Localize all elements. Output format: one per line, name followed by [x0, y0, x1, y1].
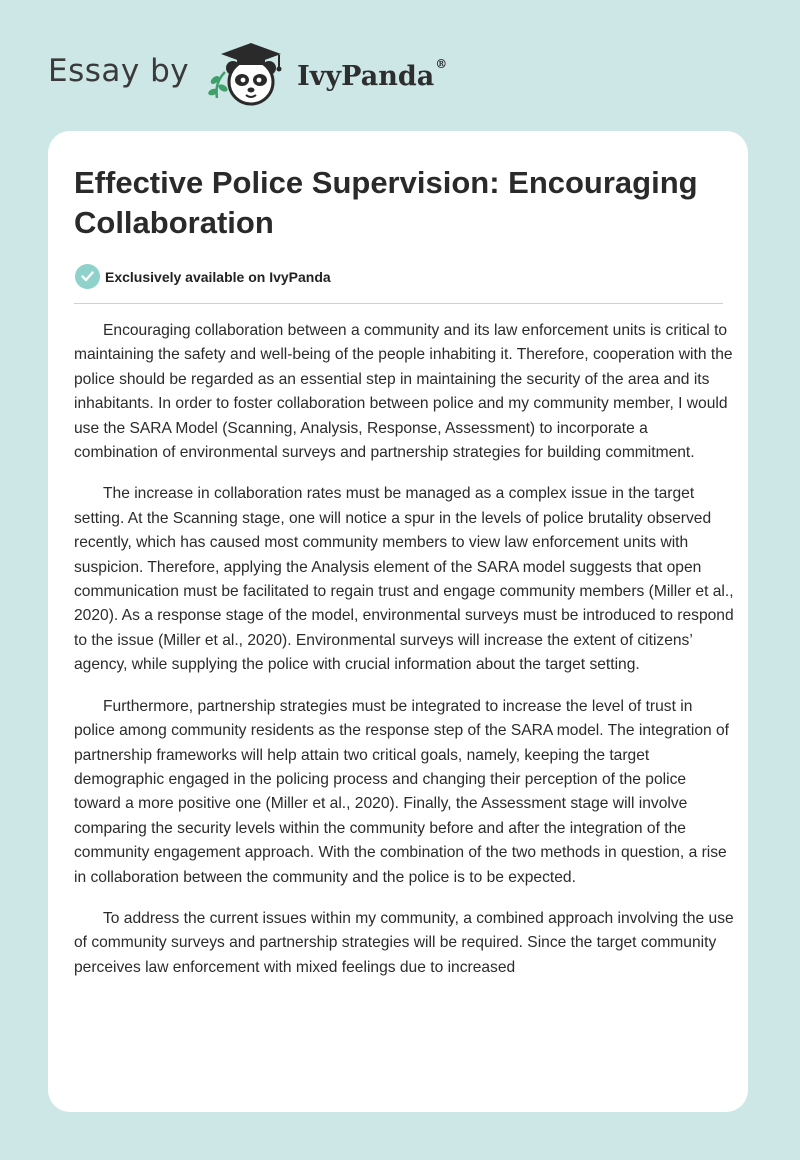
essay-body [74, 319, 734, 997]
panda-graduate-logo-icon[interactable] [203, 38, 293, 108]
exclusive-badge-label: Exclusively available on IvyPanda [105, 268, 331, 285]
paragraph: To address the current issues within my community, a combined approach involving the use of community surveys and partnership strategies will be required. Since the target community perceives law enforcement with mixed feelings due to increased [74, 909, 734, 976]
paragraph: Furthermore, partnership strategies must be integrated to increase the level of trust in police among community residents as the response step of the SARA model. The integration of partnership frameworks will help attain two critical goals, namely, keeping the target demographic engaged in the policing process and changing their perception of the police toward a more positive one (Miller et al., 2020). Finally, the Assessment stage will involve comparing the security levels within the community before and after the integration of the community engagement approach. With the combination of the two methods in question, a rise in collaboration between the community and the police is to be expected. [74, 697, 730, 886]
brand-name-text: IvyPanda [297, 60, 435, 92]
site-header [48, 38, 447, 108]
brand-name[interactable] [297, 56, 448, 92]
registered-mark: ® [435, 56, 448, 71]
essay-card [48, 131, 748, 1112]
paragraph: Encouraging collaboration between a community and its law enforcement units is critical to maintaining the safety and well-being of the people inhabiting it. Therefore, cooperation with the police should be regarded as an essential step in maintaining the security of the area and its inhabitants. In order to foster collaboration between police and my community member, I would use the SARA Model (Scanning, Analysis, Response, Assessment) to incorporate a combination of environmental surveys and partnership strategies for building commitment. [74, 322, 733, 462]
exclusive-badge [75, 264, 331, 289]
paragraph: The increase in collaboration rates must be managed as a complex issue in the target setting. At the Scanning stage, one will notice a spur in the levels of police brutality observed recently, which has caused most community members to view law enforcement units with suspicion. Therefore, applying the Analysis element of the SARA model suggests that open communication must be facilitated to regain trust and engage community members (Miller et al., 2020). As a response stage of the model, environmental surveys must be introduced to respond to the issue (Miller et al., 2020). Environmental surveys will increase the extent of citizens’ agency, while supplying the police with crucial information about the target setting. [74, 485, 734, 674]
essay-by-label: Essay by [48, 53, 190, 89]
divider [74, 303, 723, 304]
essay-title: Effective Police Supervision: Encouraging Collaboration [74, 165, 698, 240]
check-circle-icon [75, 264, 100, 289]
